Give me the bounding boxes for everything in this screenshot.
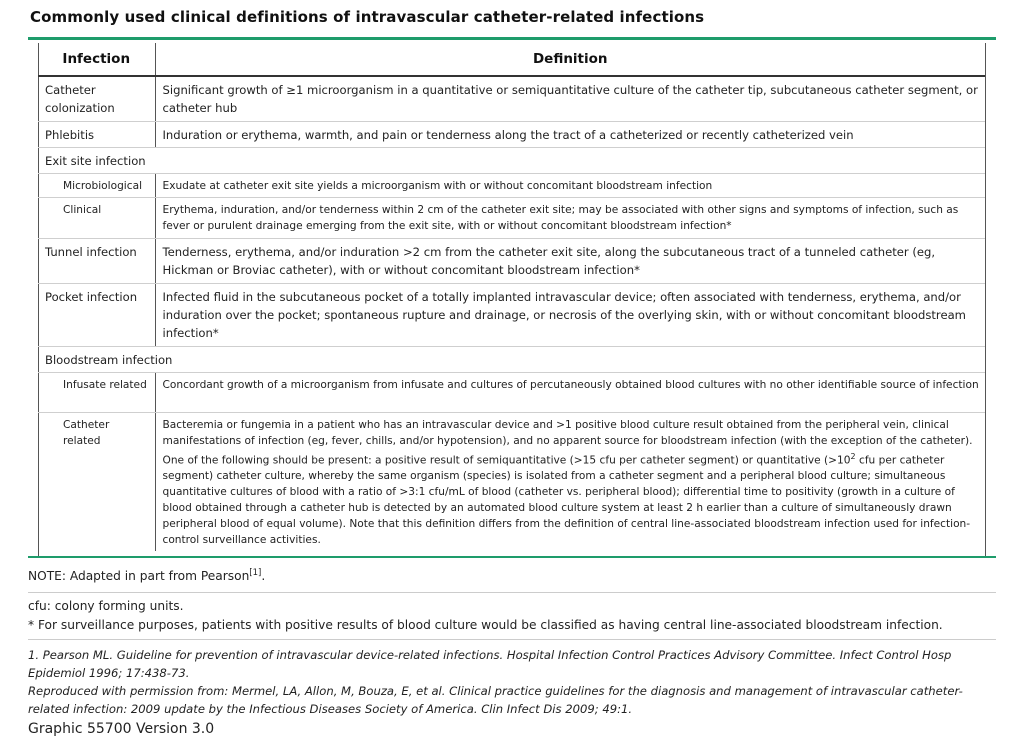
- abbreviation: cfu: colony forming units.: [28, 599, 184, 613]
- reference-item: Reproduced with permission from: Mermel, LA, Allon, M, Bouza, E, et al. Clinical practice guidelines for the diagnosis and management of intravascular catheter-related infection: 2009 update by the Infectious Diseases Society of America. Clin Infect Dis 2009; 49:1.: [28, 684, 963, 716]
- definition-cell: Infected fluid in the subcutaneous pocket of a totally implanted intravascular device; often associated with tenderness, erythema, and/or induration over the pocket; spontaneous rupture and drainage, or necrosis of the overlying skin, with or without concomitant bloodstream infection*: [155, 283, 985, 346]
- divider: [28, 639, 996, 640]
- section-label: Bloodstream infection: [38, 346, 985, 372]
- note-ref-link[interactable]: [1]: [249, 568, 262, 578]
- infection-cell: Microbiological: [38, 173, 155, 197]
- table-row: [38, 76, 985, 121]
- infection-cell: Catheter colonization: [38, 76, 155, 121]
- section-row: [38, 346, 985, 372]
- definition-cell: Tenderness, erythema, and/or induration >2 cm from the catheter exit site, along the subcutaneous tract of a tunneled catheter (eg, Hickman or Broviac catheter), with or without concomitant bloodstream infection*: [155, 238, 985, 283]
- table-row: [38, 372, 985, 412]
- infection-cell: Phlebitis: [38, 121, 155, 147]
- divider: [28, 592, 996, 593]
- table-header-row: [38, 43, 985, 76]
- definition-cell: Induration or erythema, warmth, and pain or tenderness along the tract of a catheterized or recently catheterized vein: [155, 121, 985, 147]
- definitions-table: [38, 43, 985, 551]
- infection-cell: Pocket infection: [38, 283, 155, 346]
- table-row: [38, 283, 985, 346]
- exponent: 2: [850, 451, 856, 461]
- infection-cell: Catheter related: [38, 412, 155, 551]
- table-row: [38, 412, 985, 551]
- section-row: [38, 147, 985, 173]
- table-right-border: [985, 43, 986, 557]
- bottom-accent-bar: [28, 556, 996, 558]
- note-end: .: [261, 569, 266, 583]
- infection-cell: Tunnel infection: [38, 238, 155, 283]
- reference-item: 1. Pearson ML. Guideline for prevention of intravascular device-related infections. Hospital Infection Control Practices Advisory Committee. Infect Control Hosp Epidemiol 1996; 17:438-73.: [28, 648, 952, 680]
- page-title: Commonly used clinical definitions of intravascular catheter-related infections: [30, 8, 705, 26]
- section-label: Exit site infection: [38, 147, 985, 173]
- table-row: [38, 238, 985, 283]
- definition-cell: Exudate at catheter exit site yields a microorganism with or without concomitant bloodstream infection: [155, 173, 985, 197]
- definition-text-part: cfu per catheter segment) catheter culture, whereby the same organism (species) is isolated from a catheter segment and a peripheral blood culture; simultaneous quantitative cultures of blood with a ratio of >3:1 cfu/mL of blood (catheter vs. peripheral blood); differential time to positivity (growth in a culture of blood obtained through a catheter hub is detected by an automated blood culture system at least 2 h earlier than a culture of simultaneously drawn peripheral blood of equal volume). Note that this definition differs from the definition of central line-associated bloodstream infection used for infection-control surveillance activities.: [162, 454, 971, 547]
- column-header-infection: Infection: [38, 43, 155, 76]
- footnote: * For surveillance purposes, patients with positive results of blood culture would be classified as having central line-associated bloodstream infection.: [28, 618, 943, 632]
- definition-cell: Significant growth of ≥1 microorganism in a quantitative or semiquantitative culture of the catheter tip, subcutaneous catheter segment, or catheter hub: [155, 76, 985, 121]
- top-accent-bar: [28, 37, 996, 40]
- definition-text-part: Bacteremia or fungemia in a patient who has an intravascular device and >1 positive blood culture result obtained from the peripheral vein, clinical manifestations of infection (eg, fever, chills, and/or hypotension), and no apparent source for bloodstream infection (with the exception of the catheter). One of the following should be present: a positive result of semiquantitative (>15 cfu per catheter segment) or quantitative (>10: [162, 418, 973, 467]
- graphic-version-label: Graphic 55700 Version 3.0: [28, 721, 215, 737]
- table-row: [38, 197, 985, 238]
- table-row: [38, 173, 985, 197]
- note-text: NOTE: Adapted in part from Pearson: [28, 569, 250, 583]
- infection-cell: Clinical: [38, 197, 155, 238]
- definition-cell: Concordant growth of a microorganism from infusate and cultures of percutaneously obtained blood cultures with no other identifiable source of infection: [155, 372, 985, 412]
- column-header-definition: Definition: [155, 43, 985, 76]
- definition-cell: Erythema, induration, and/or tenderness within 2 cm of the catheter exit site; may be associated with other signs and symptoms of infection, such as fever or purulent drainage emerging from the exit site, with or without concomitant bloodstream infection*: [155, 197, 985, 238]
- definition-cell: [155, 412, 985, 551]
- note: [28, 568, 265, 583]
- infection-cell: Infusate related: [38, 372, 155, 412]
- table-row: [38, 121, 985, 147]
